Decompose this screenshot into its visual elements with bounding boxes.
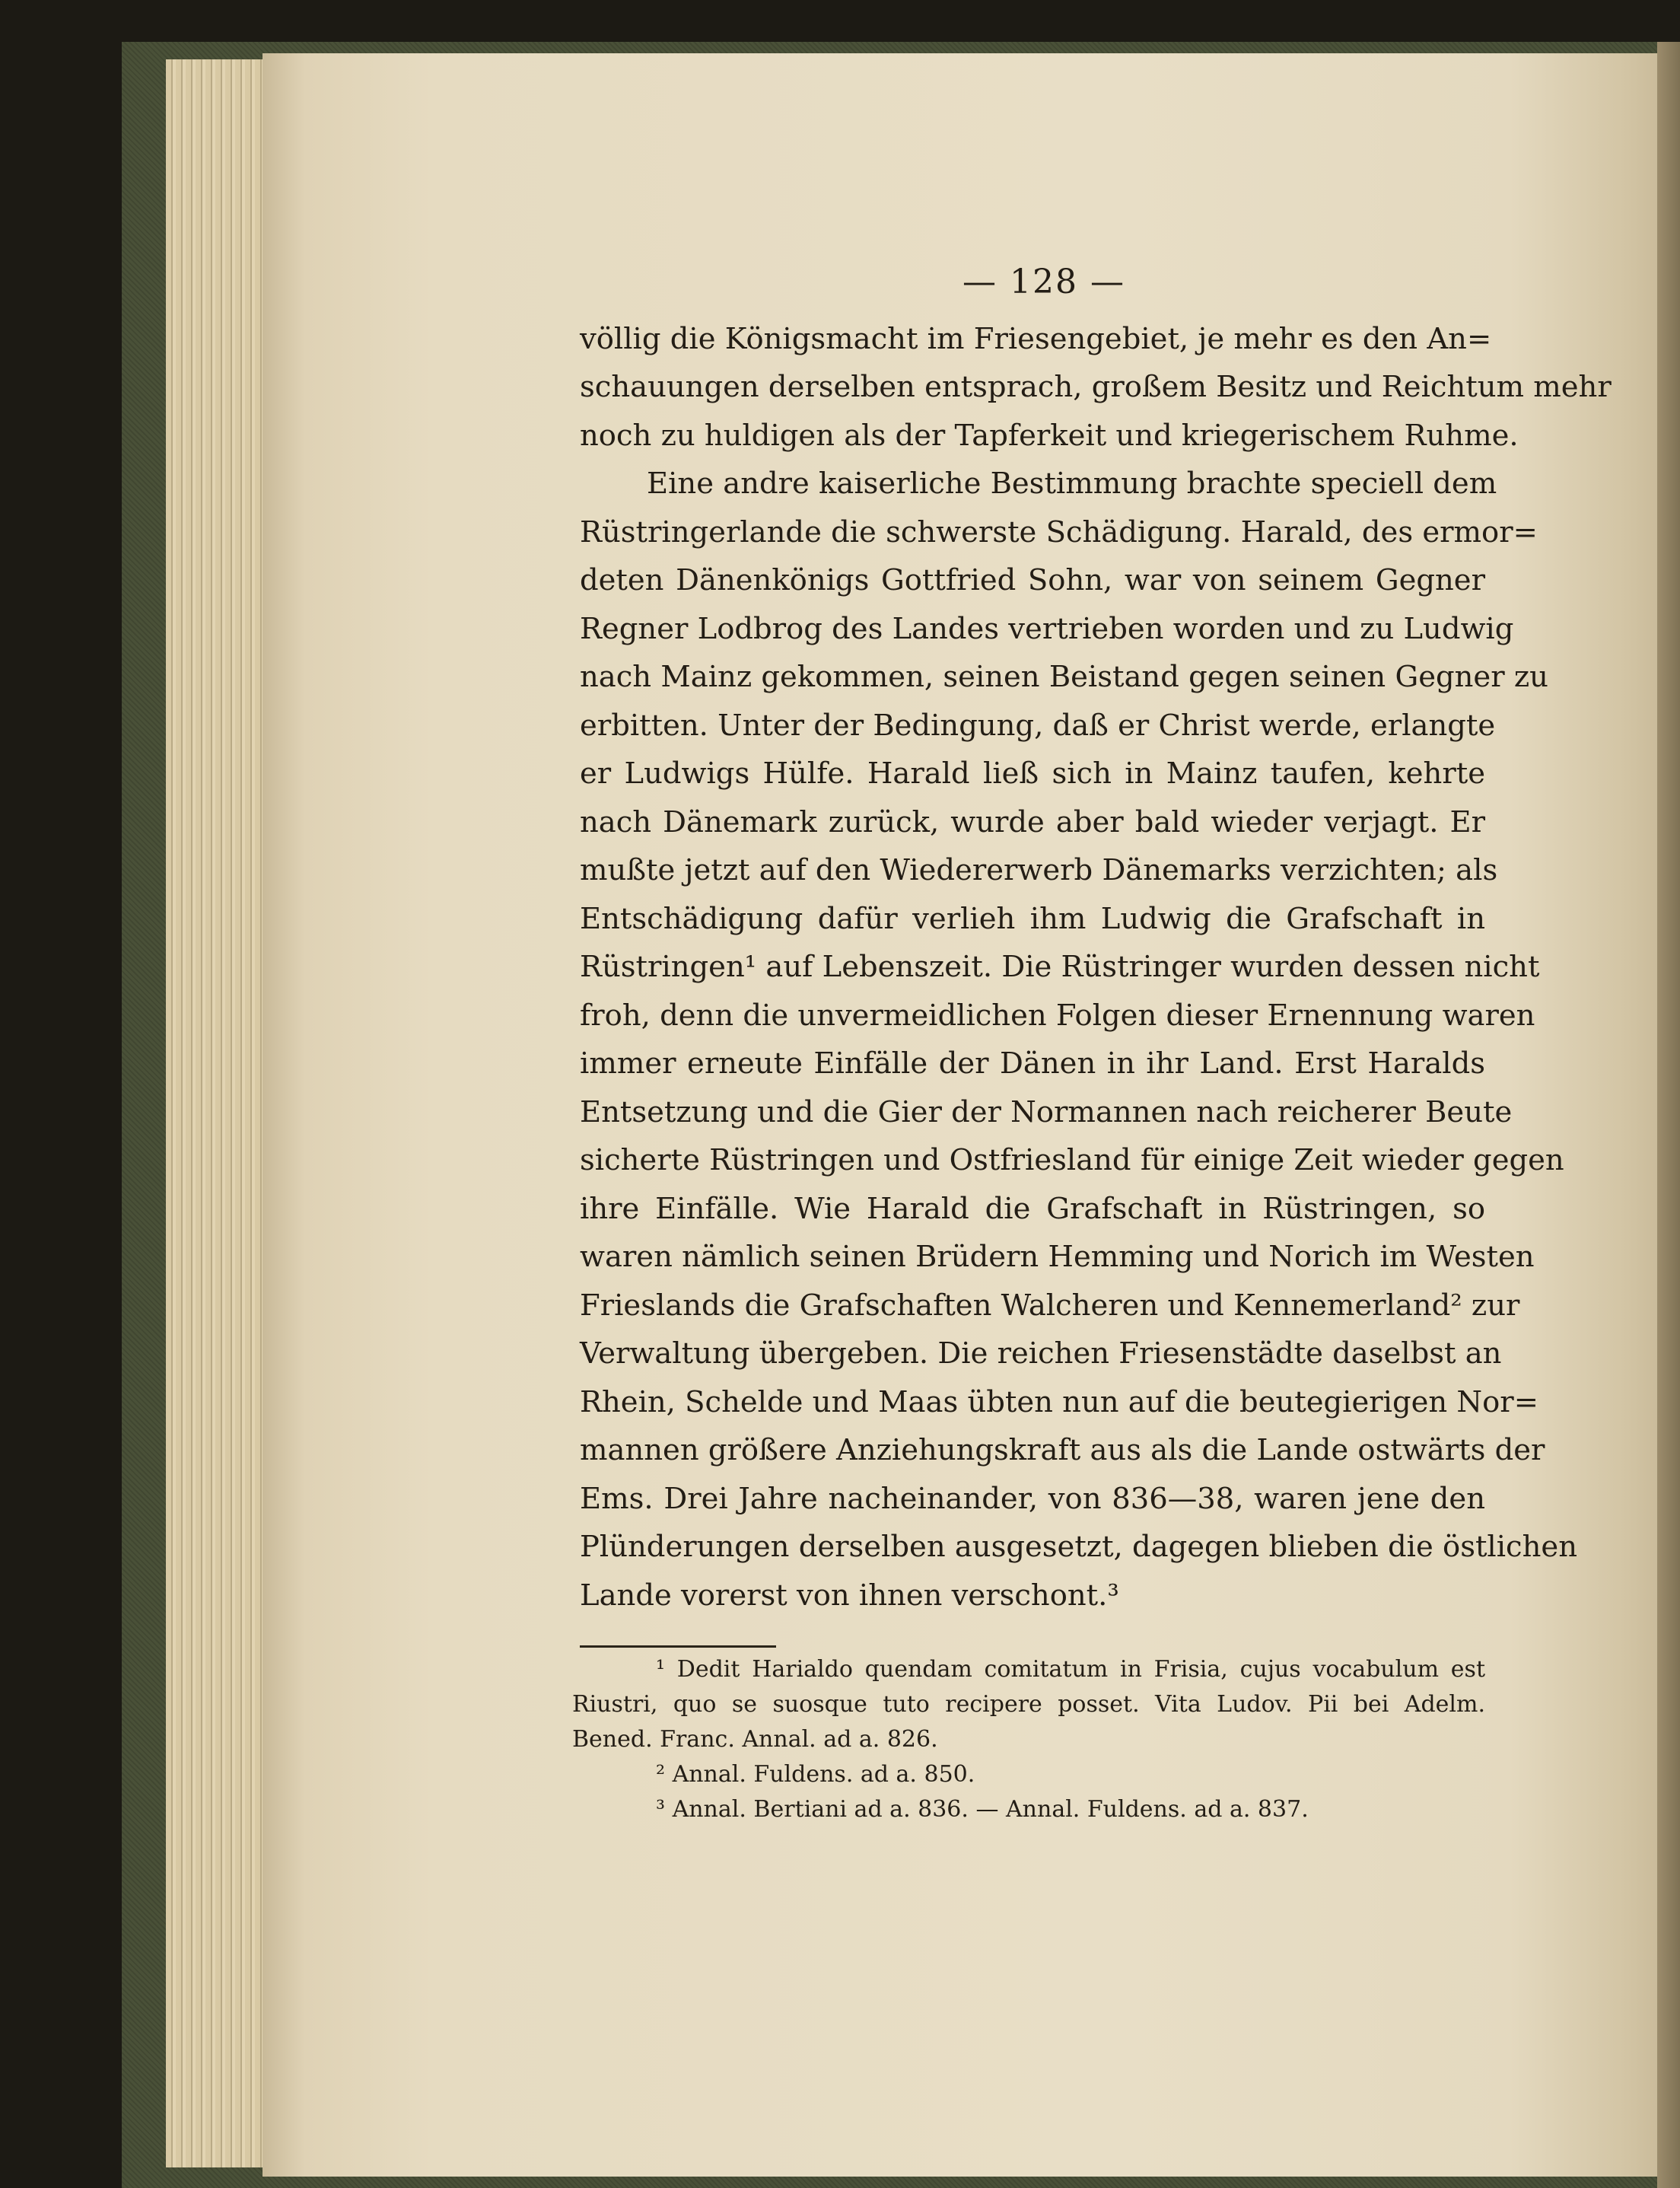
- body-line: Rhein, Schelde und Maas übten nun auf die beutegierigen Nor=: [580, 1385, 1538, 1419]
- body-line: nach Mainz gekommen, seinen Beistand gegen seinen Gegner zu: [580, 660, 1548, 694]
- body-line: noch zu huldigen als der Tapferkeit und kriegerischem Ruhme.: [580, 419, 1519, 453]
- body-line: Entschädigung dafür verlieh ihm Ludwig die Grafschaft in: [580, 902, 1485, 936]
- footnote-line: ³ Annal. Bertiani ad a. 836. — Annal. Fuldens. ad a. 837.: [656, 1796, 1309, 1823]
- body-line: Verwaltung übergeben. Die reichen Friesenstädte daselbst an: [580, 1336, 1502, 1371]
- body-line: sicherte Rüstringen und Ostfriesland für einige Zeit wieder gegen: [580, 1143, 1564, 1177]
- footnote-line: Riustri, quo se suosque tuto recipere posset. Vita Ludov. Pii bei Adelm.: [572, 1691, 1485, 1718]
- body-line: mannen größere Anziehungskraft aus als die Lande ostwärts der: [580, 1433, 1545, 1467]
- body-line: Rüstringerlande die schwerste Schädigung. Harald, des ermor=: [580, 515, 1538, 549]
- body-line: Ems. Drei Jahre nacheinander, von 836—38, waren jene den: [580, 1482, 1485, 1516]
- page-number: — 128 —: [963, 263, 1125, 301]
- body-line: mußte jetzt auf den Wiedererwerb Dänemarks verzichten; als: [580, 853, 1498, 887]
- body-line: Entsetzung und die Gier der Normannen nach reicherer Beute: [580, 1095, 1513, 1129]
- body-line: Regner Lodbrog des Landes vertrieben worden und zu Ludwig: [580, 612, 1514, 646]
- body-line: Plünderungen derselben ausgesetzt, dagegen blieben die östlichen: [580, 1530, 1577, 1564]
- body-line: immer erneute Einfälle der Dänen in ihr Land. Erst Haralds: [580, 1046, 1485, 1081]
- body-line: völlig die Königsmacht im Friesengebiet, je mehr es den An=: [580, 322, 1492, 356]
- body-line: nach Dänemark zurück, wurde aber bald wieder verjagt. Er: [580, 805, 1485, 839]
- body-line: schauungen derselben entsprach, großem Besitz und Reichtum mehr: [580, 370, 1612, 404]
- footnote-line: ² Annal. Fuldens. ad a. 850.: [656, 1761, 975, 1788]
- facing-page-edge: [1657, 42, 1680, 2188]
- footnote-divider: [580, 1645, 776, 1648]
- body-line: Rüstringen¹ auf Lebenszeit. Die Rüstringer wurden dessen nicht: [580, 950, 1540, 984]
- body-line: ihre Einfälle. Wie Harald die Grafschaft in Rüstringen, so: [580, 1192, 1485, 1226]
- body-line: er Ludwigs Hülfe. Harald ließ sich in Mainz taufen, kehrte: [580, 756, 1485, 791]
- body-line: Frieslands die Grafschaften Walcheren und Kennemerland² zur: [580, 1288, 1520, 1323]
- body-line: waren nämlich seinen Brüdern Hemming und Norich im Westen: [580, 1240, 1535, 1274]
- footnote-line: ¹ Dedit Harialdo quendam comitatum in Frisia, cujus vocabulum est: [656, 1656, 1485, 1683]
- body-line: erbitten. Unter der Bedingung, daß er Christ werde, erlangte: [580, 709, 1496, 743]
- body-line: froh, denn die unvermeidlichen Folgen dieser Ernennung waren: [580, 998, 1535, 1033]
- body-line: deten Dänenkönigs Gottfried Sohn, war von seinem Gegner: [580, 563, 1485, 597]
- body-line: Lande vorerst von ihnen verschont.³: [580, 1578, 1119, 1613]
- body-line: Eine andre kaiserliche Bestimmung brachte speciell dem: [647, 467, 1497, 501]
- footnote-line: Bened. Franc. Annal. ad a. 826.: [572, 1726, 938, 1753]
